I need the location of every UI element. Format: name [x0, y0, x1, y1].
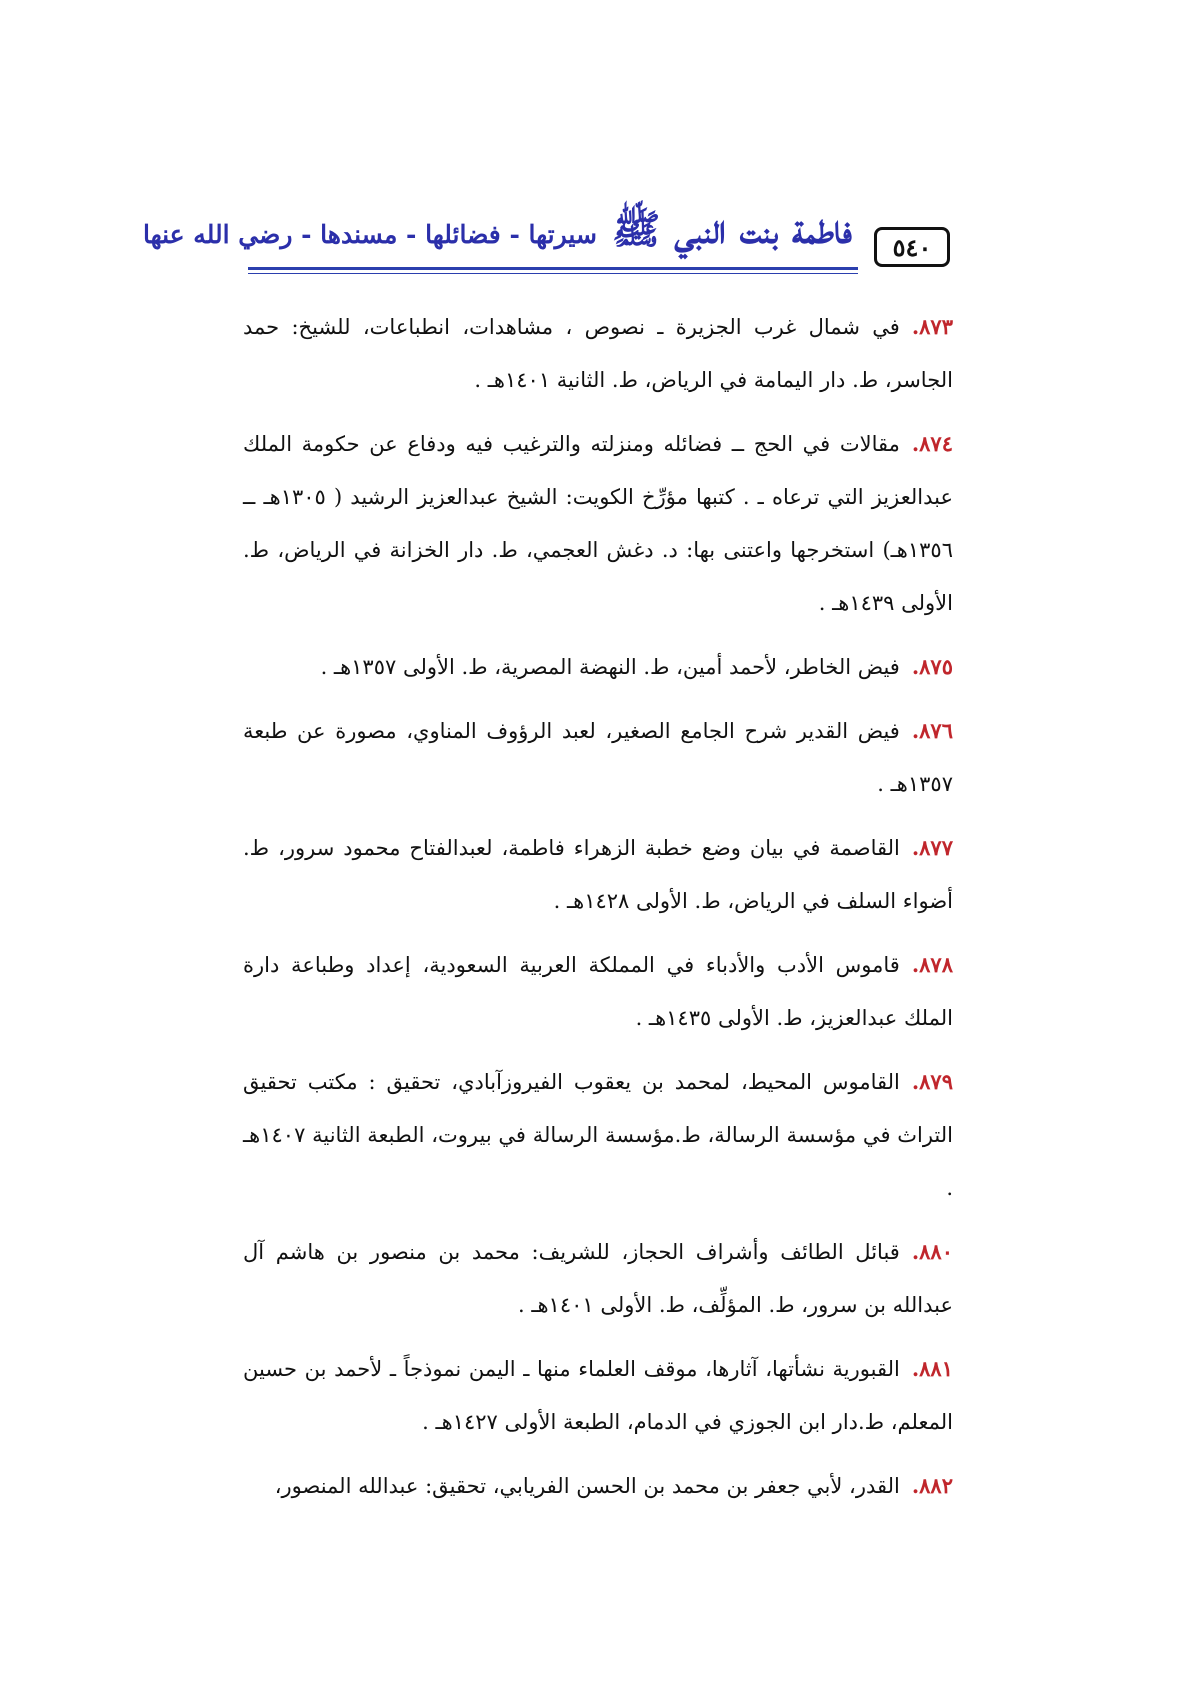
entry-number: ٨٧٦.	[911, 718, 953, 743]
bibliography-entry	[243, 821, 953, 928]
entry-text: فيض الخاطر، لأحمد أمين، ط. النهضة المصرية، ط. الأولى ١٣٥٧هـ .	[320, 655, 900, 679]
bibliography-entry	[243, 1459, 953, 1513]
entry-text: القاموس المحيط، لمحمد بن يعقوب الفيروزآبادي، تحقيق : مكتب تحقيق التراث في مؤسسة الرسالة، ط.مؤسسة الرسالة في بيروت، الطبعة الثانية ١٤٠٧هـ .	[243, 1070, 953, 1200]
entry-number: ٨٧٩.	[911, 1069, 953, 1094]
entry-number: ٨٨٠.	[911, 1239, 953, 1264]
bibliography-entry	[243, 1055, 953, 1215]
entry-number: ٨٧٣.	[911, 314, 953, 339]
entry-text: في شمال غرب الجزيرة ـ نصوص ، مشاهدات، انطباعات، للشيخ: حمد الجاسر، ط. دار اليمامة في الرياض، ط. الثانية ١٤٠١هـ .	[243, 315, 953, 392]
bibliography-entry	[243, 300, 953, 407]
entry-text: القدر، لأبي جعفر بن محمد بن الحسن الفريابي، تحقيق: عبدالله المنصور،	[274, 1474, 900, 1498]
running-title	[143, 205, 852, 269]
header-rule-thin	[248, 273, 858, 274]
bibliography-entry	[243, 1342, 953, 1449]
entry-text: مقالات في الحج ــ فضائله ومنزلته والترغيب فيه ودفاع عن حكومة الملك عبدالعزيز التي ترعاه ـ . كتبها مؤرِّخ الكويت: الشيخ عبدالعزيز الرشيد ( ١٣٠٥هـ ــ ١٣٥٦هـ) استخرجها واعتنى بها: د. دغش العجمي، ط. دار الخزانة في الرياض، ط. الأولى ١٤٣٩هـ .	[243, 432, 953, 615]
bibliography-list	[243, 300, 953, 1523]
entry-text: القبورية نشأتها، آثارها، موقف العلماء منها ـ اليمن نموذجاً ـ لأحمد بن حسين المعلم، ط.دار ابن الجوزي في الدمام، الطبعة الأولى ١٤٢٧هـ .	[243, 1357, 953, 1434]
entry-number: ٨٧٥.	[911, 654, 953, 679]
entry-text: القاصمة في بيان وضع خطبة الزهراء فاطمة، لعبدالفتاح محمود سرور، ط. أضواء السلف في الرياض، ط. الأولى ١٤٢٨هـ .	[243, 836, 953, 913]
bibliography-entry	[243, 938, 953, 1045]
page-number: ٥٤٠	[874, 227, 950, 267]
bibliography-entry	[243, 704, 953, 811]
bibliography-entry	[243, 417, 953, 630]
bibliography-entry	[243, 1225, 953, 1332]
entry-number: ٨٧٤.	[911, 431, 953, 456]
entry-number: ٨٧٧.	[911, 835, 953, 860]
header-rule	[248, 267, 858, 270]
entry-text: فيض القدير شرح الجامع الصغير، لعبد الرؤوف المناوي، مصورة عن طبعة ١٣٥٧هـ .	[243, 719, 953, 796]
book-title: فاطمة بنت النبي ﷺ	[612, 206, 852, 253]
book-subtitle: سيرتها - فضائلها - مسندها - رضي الله عنها	[143, 220, 597, 249]
page-header	[143, 205, 950, 275]
bibliography-entry	[243, 640, 953, 694]
entry-number: ٨٨١.	[911, 1356, 953, 1381]
entry-text: قاموس الأدب والأدباء في المملكة العربية السعودية، إعداد وطباعة دارة الملك عبدالعزيز، ط. الأولى ١٤٣٥هـ .	[243, 953, 953, 1030]
entry-number: ٨٨٢.	[911, 1473, 953, 1498]
entry-text: قبائل الطائف وأشراف الحجاز، للشريف: محمد بن منصور بن هاشم آل عبدالله بن سرور، ط. المؤلِّف، ط. الأولى ١٤٠١هـ .	[243, 1240, 953, 1317]
entry-number: ٨٧٨.	[911, 952, 953, 977]
